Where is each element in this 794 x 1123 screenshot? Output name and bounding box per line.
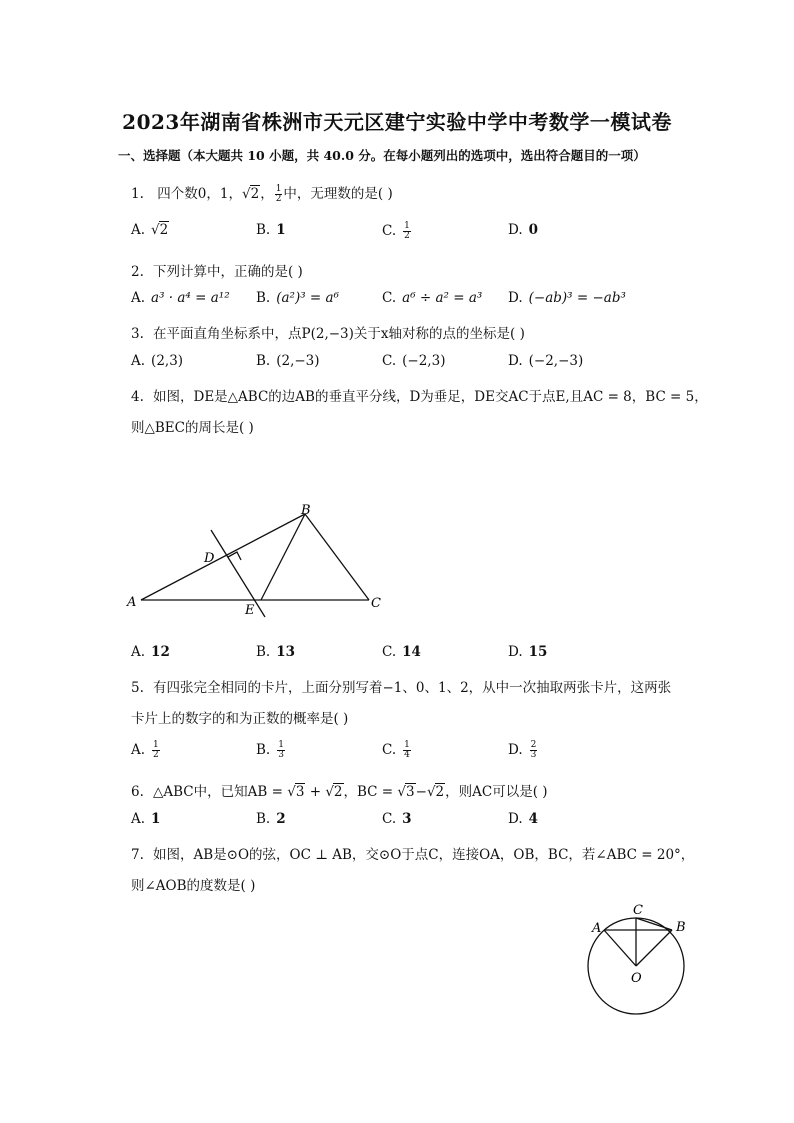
label-o: O <box>631 971 642 986</box>
page-title: 2023年湖南省株洲市天元区建宁实验中学中考数学一模试卷 <box>122 110 672 134</box>
triangle-figure <box>125 500 395 620</box>
question-7-line2: 则∠AOB的度数是( ) <box>131 878 256 894</box>
option-b[interactable]: B. 2 <box>256 811 286 827</box>
question-4-line2: 则△BEC的周长是( ) <box>131 420 254 436</box>
option-a[interactable]: A. 1 <box>131 811 161 827</box>
label-b: B <box>676 920 686 935</box>
question-6-options <box>131 811 691 833</box>
label-c: C <box>633 903 643 918</box>
question-2-options <box>131 290 691 312</box>
option-d[interactable]: D. 4 <box>508 811 539 827</box>
segment-de <box>211 530 265 617</box>
question-5-line2: 卡片上的数字的和为正数的概率是( ) <box>131 711 349 727</box>
segment-bc <box>305 514 369 600</box>
question-2: 2. 下列计算中，正确的是( ) <box>131 264 303 280</box>
option-b[interactable]: B. (2,−3) <box>256 353 320 369</box>
option-c[interactable]: C. $\frac{1}{2}$ <box>382 221 410 241</box>
segment-ab <box>141 514 305 600</box>
section-heading: 一、选择题（本大题共 10 小题，共 40.0 分。在每小题列出的选项中，选出符合题目的一项） <box>118 148 646 163</box>
option-c[interactable]: C. (−2,3) <box>382 353 446 369</box>
option-b[interactable]: B. (a²)³ = a⁶ <box>256 290 339 306</box>
option-c[interactable]: C. $\frac{1}{4}$ <box>382 740 410 760</box>
question-4: 4. 如图，DE是△ABC的边AB的垂直平分线，D为垂足，DE交AC于点E,且AC = 8，BC = 5， <box>131 389 708 405</box>
label-e: E <box>245 603 255 618</box>
question-1-options <box>131 222 691 244</box>
circle-figure <box>580 898 700 1024</box>
question-4-options <box>131 644 691 666</box>
option-d[interactable]: D. (−ab)³ = −ab³ <box>508 290 626 306</box>
option-a[interactable]: A. $\frac{1}{2}$ <box>131 740 159 760</box>
label-d: D <box>204 551 215 566</box>
segment-oa <box>604 930 636 966</box>
option-c[interactable]: C. 3 <box>382 811 412 827</box>
question-3-options <box>131 353 691 375</box>
segment-be <box>261 514 305 600</box>
option-b[interactable]: B. 1 <box>256 222 286 238</box>
segment-ob <box>636 930 672 966</box>
option-a[interactable]: A. 12 <box>131 644 170 660</box>
option-a[interactable]: A. √2 <box>131 222 169 238</box>
option-c[interactable]: C. a⁶ ÷ a² = a³ <box>382 290 483 306</box>
fraction: $\frac{1}{2}$ <box>275 184 282 204</box>
option-b[interactable]: B. $\frac{1}{3}$ <box>256 740 284 760</box>
option-d[interactable]: D. 15 <box>508 644 548 660</box>
question-5: 5. 有四张完全相同的卡片，上面分别写着−1、0、1、2，从中一次抽取两张卡片，这两张 <box>131 680 672 696</box>
question-3: 3. 在平面直角坐标系中，点P(2,−3)关于x轴对称的点的坐标是( ) <box>131 326 525 342</box>
option-d[interactable]: D. $\frac{2}{3}$ <box>508 740 537 760</box>
option-d[interactable]: D. (−2,−3) <box>508 353 584 369</box>
option-c[interactable]: C. 14 <box>382 644 421 660</box>
question-5-options <box>131 741 691 763</box>
option-d[interactable]: D. 0 <box>508 222 539 238</box>
label-b: B <box>301 503 311 518</box>
question-1: 1. 四个数0，1，√2， $\frac{1}{2}$ 中，无理数的是( ) <box>131 184 393 204</box>
label-a: A <box>127 595 137 610</box>
question-6: 6. △ABC中，已知AB = √3 + √2，BC = √3−√2，则AC可以是( ) <box>131 784 548 800</box>
option-b[interactable]: B. 13 <box>256 644 296 660</box>
question-7: 7. 如图，AB是⊙O的弦，OC ⊥ AB，交⊙O于点C，连接OA，OB，BC，若∠ABC = 20°， <box>131 847 695 863</box>
option-a[interactable]: A. (2,3) <box>131 353 184 369</box>
segment-bc <box>636 918 672 930</box>
label-a: A <box>592 921 602 936</box>
option-a[interactable]: A. a³ · a⁴ = a¹² <box>131 290 230 306</box>
label-c: C <box>371 596 381 611</box>
